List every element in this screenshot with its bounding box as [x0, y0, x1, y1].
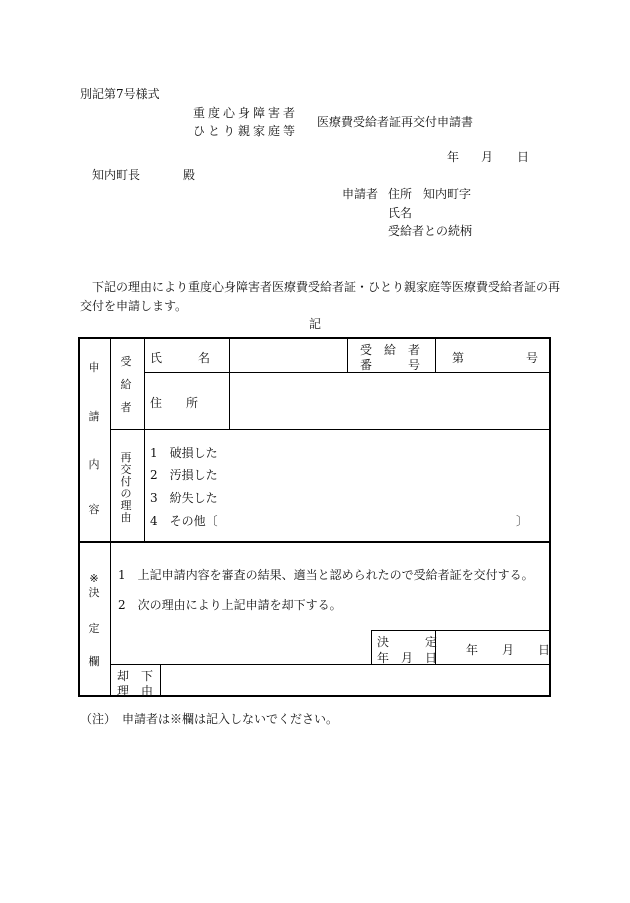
reason-label-char-2: 交 [120, 463, 132, 476]
reason-option-2[interactable]: 2 汚損した [150, 468, 218, 482]
recipient-number-label-1: 受 給 者 [360, 343, 421, 357]
decision-date-label-1: 決 定 [377, 635, 438, 649]
recipient-char-1: 受 [120, 355, 132, 368]
reason-label-char-6: 由 [120, 511, 132, 524]
ki-heading: 記 [309, 317, 322, 331]
footnote: （注） 申請者は※欄は記入しないでください。 [80, 712, 339, 726]
recipient-char-3: 者 [120, 401, 132, 414]
reason-option-4[interactable]: 4 その他〔 [150, 514, 218, 528]
number-suffix: 号 [526, 351, 539, 365]
address-prefix: 知内町字 [423, 187, 472, 201]
decision-date-value: 年 月 日 [466, 643, 551, 657]
recipient-name-label: 氏 名 [150, 351, 211, 365]
body-text-line2: 交付を申請します。 [80, 299, 188, 313]
title-line2: ひとり親家庭等 [193, 124, 299, 138]
applicant-address-label: 住所 [388, 187, 413, 201]
title-line1: 重度心身障害者 [193, 106, 299, 120]
reason-label-char-4: の [120, 487, 132, 500]
decision-char-3: 欄 [88, 655, 100, 668]
body-text-line1: 下記の理由により重度心身障害者医療費受給者証・ひとり親家庭等医療費受給者証の再 [92, 280, 561, 294]
date-day: 日 [517, 150, 530, 164]
title-main: 医療費受給者証再交付申請書 [317, 115, 474, 129]
apply-content-char-3: 内 [88, 458, 100, 471]
recipient-char-2: 給 [120, 378, 132, 391]
date-month: 月 [481, 150, 494, 164]
decision-char-1: 決 [88, 586, 100, 599]
apply-content-char-4: 容 [88, 503, 100, 516]
reject-reason-label-2: 理 由 [117, 684, 154, 698]
date-year: 年 [447, 150, 460, 164]
reason-label-char-1: 再 [120, 451, 132, 464]
form-number: 別記第7号様式 [80, 87, 160, 101]
apply-content-char-1: 申 [88, 361, 100, 374]
applicant-name-label: 氏名 [388, 206, 413, 220]
addressee: 知内町長 [92, 168, 141, 182]
reason-option-1[interactable]: 1 破損した [150, 446, 218, 460]
decision-date-label-2: 年 月 日 [377, 651, 438, 665]
applicant-label: 申請者 [342, 187, 379, 201]
apply-content-char-2: 請 [88, 410, 100, 423]
reason-label-char-3: 付 [120, 475, 132, 488]
reason-close-bracket: 〕 [516, 514, 529, 528]
reason-label-char-5: 理 [120, 499, 132, 512]
reason-option-3[interactable]: 3 紛失した [150, 491, 218, 505]
recipient-address-label: 住 所 [150, 396, 199, 410]
reject-reason-label-1: 却 下 [117, 669, 154, 683]
decision-option-2: 2 次の理由により上記申請を却下する。 [118, 598, 342, 612]
recipient-number-label-2: 番 号 [360, 358, 421, 372]
number-prefix: 第 [452, 351, 465, 365]
decision-option-1: 1 上記申請内容を審査の結果、適当と認められたので受給者証を交付する。 [118, 568, 534, 582]
honorific: 殿 [183, 168, 196, 182]
decision-char-2: 定 [88, 622, 100, 635]
decision-mark: ※ [89, 572, 99, 585]
relation-label: 受給者との続柄 [388, 224, 473, 238]
